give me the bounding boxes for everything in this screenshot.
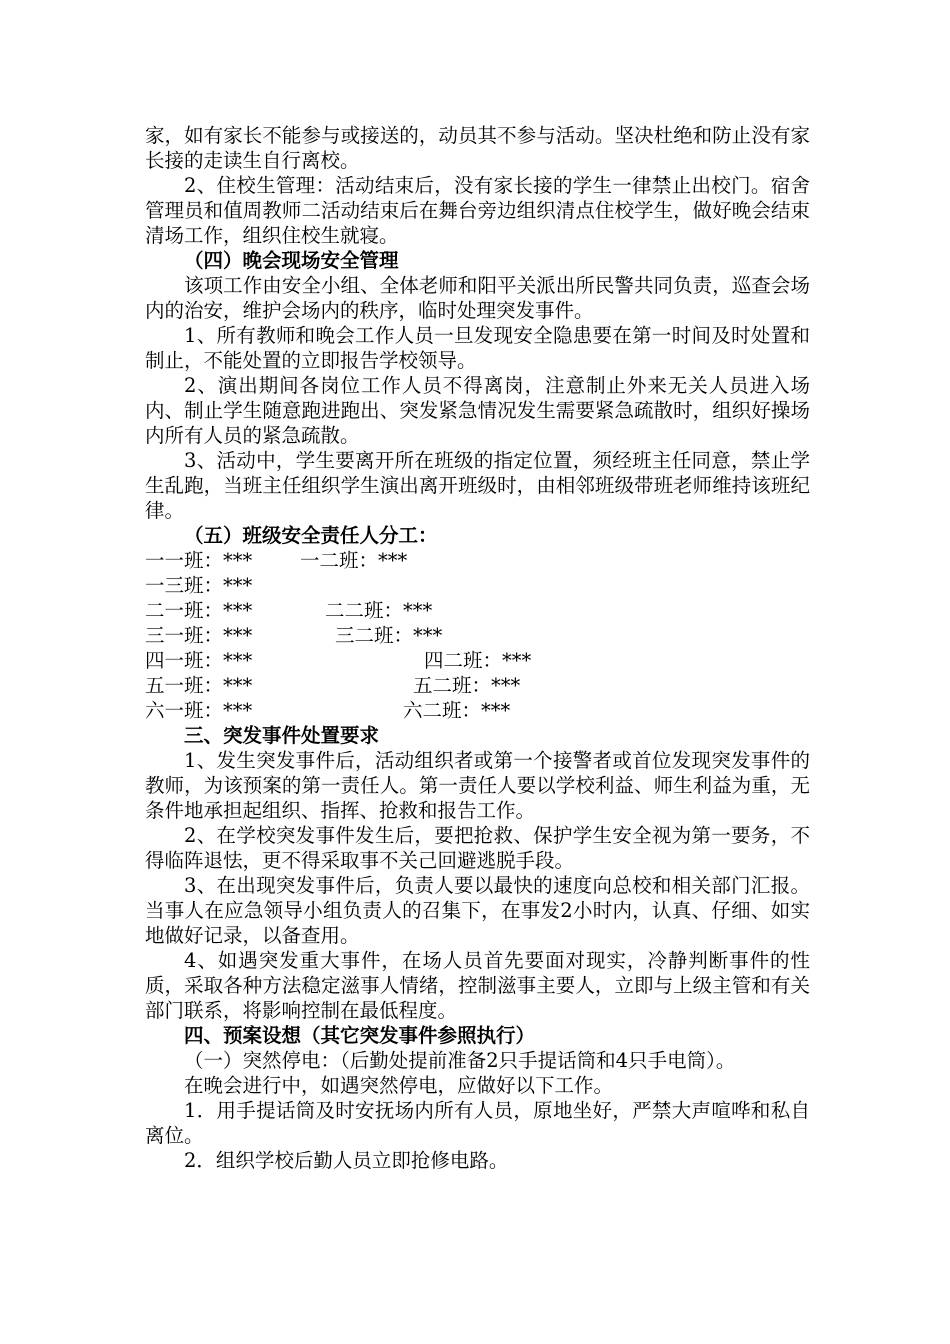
paragraph: 2、住校生管理：活动结束后，没有家长接的学生一律禁止出校门。宿舍管理员和值周教师二活动结束后在舞台旁边组织清点住校学生，做好晚会结束清场工作，组织住校生就寝。 <box>145 174 810 247</box>
paragraph: 2．组织学校后勤人员立即抢修电路。 <box>184 1149 509 1172</box>
document-page <box>145 123 810 1173</box>
paragraph: 3、活动中，学生要离开所在班级的指定位置，须经班主任同意，禁止学生乱跑，当班主任组织学生演出离开班级时，由相邻班级带班老师维持该班纪律。 <box>145 449 810 522</box>
section-heading: 四、预案设想（其它突发事件参照执行） <box>184 1024 536 1047</box>
class-entry: 一二班：*** <box>300 549 408 572</box>
list-item <box>145 548 810 573</box>
paragraph: 2、在学校突发事件发生后，要把抢救、保护学生安全视为第一要务，不得临阵退怯，更不得采取事不关己回避逃脱手段。 <box>145 824 810 872</box>
class-entry: 四二班：*** <box>424 649 532 672</box>
class-entry: 五二班：*** <box>413 674 521 697</box>
paragraph: 该项工作由安全小组、全体老师和阳平关派出所民警共同负责，巡查会场内的治安，维护会场内的秩序，临时处理突发事件。 <box>145 274 810 322</box>
class-entry: 六一班：*** <box>145 699 253 722</box>
paragraph: 在晚会进行中，如遇突然停电，应做好以下工作。 <box>184 1074 614 1097</box>
list-item <box>145 623 810 648</box>
class-entry: 二二班：*** <box>325 599 433 622</box>
section-heading: （四）晚会现场安全管理 <box>184 249 399 272</box>
paragraph: 1．用手提话筒及时安抚场内所有人员，原地坐好，严禁大声喧哗和私自离位。 <box>145 1099 810 1147</box>
list-item <box>145 573 810 598</box>
paragraph: 1、所有教师和晚会工作人员一旦发现安全隐患要在第一时间及时处置和制止，不能处置的立即报告学校领导。 <box>145 324 810 372</box>
paragraph: 家，如有家长不能参与或接送的，动员其不参与活动。坚决杜绝和防止没有家长接的走读生自行离校。 <box>145 124 810 172</box>
paragraph: 1、发生突发事件后，活动组织者或第一个接警者或首位发现突发事件的教师，为该预案的第一责任人。第一责任人要以学校利益、师生利益为重，无条件地承担起组织、指挥、抢救和报告工作。 <box>145 749 810 822</box>
class-entry: 三一班：*** <box>145 624 253 647</box>
paragraph: 3、在出现突发事件后，负责人要以最快的速度向总校和相关部门汇报。当事人在应急领导小组负责人的召集下，在事发2小时内，认真、仔细、如实地做好记录，以备查用。 <box>145 874 810 947</box>
paragraph: （一）突然停电：（后勤处提前准备2只手提话筒和4只手电筒）。 <box>184 1049 736 1072</box>
section-heading: 三、突发事件处置要求 <box>184 724 380 747</box>
class-entry: 六二班：*** <box>403 699 511 722</box>
class-assignment-list <box>145 548 810 723</box>
list-item <box>145 673 810 698</box>
paragraph: 2、演出期间各岗位工作人员不得离岗，注意制止外来无关人员进入场内、制止学生随意跑进跑出、突发紧急情况发生需要紧急疏散时，组织好操场内所有人员的紧急疏散。 <box>145 374 810 447</box>
class-entry: 二一班：*** <box>145 599 253 622</box>
class-entry: 一一班：*** <box>145 549 253 572</box>
list-item <box>145 698 810 723</box>
class-entry: 三二班：*** <box>335 624 443 647</box>
list-item <box>145 598 810 623</box>
class-entry: 五一班：*** <box>145 674 253 697</box>
section-heading: （五）班级安全责任人分工： <box>184 524 438 547</box>
list-item <box>145 648 810 673</box>
class-entry: 四一班：*** <box>145 649 253 672</box>
paragraph: 4、如遇突发重大事件，在场人员首先要面对现实，冷静判断事件的性质，采取各种方法稳定滋事人情绪，控制滋事主要人，立即与上级主管和有关部门联系，将影响控制在最低程度。 <box>145 949 810 1022</box>
class-entry: 一三班：*** <box>145 574 253 597</box>
